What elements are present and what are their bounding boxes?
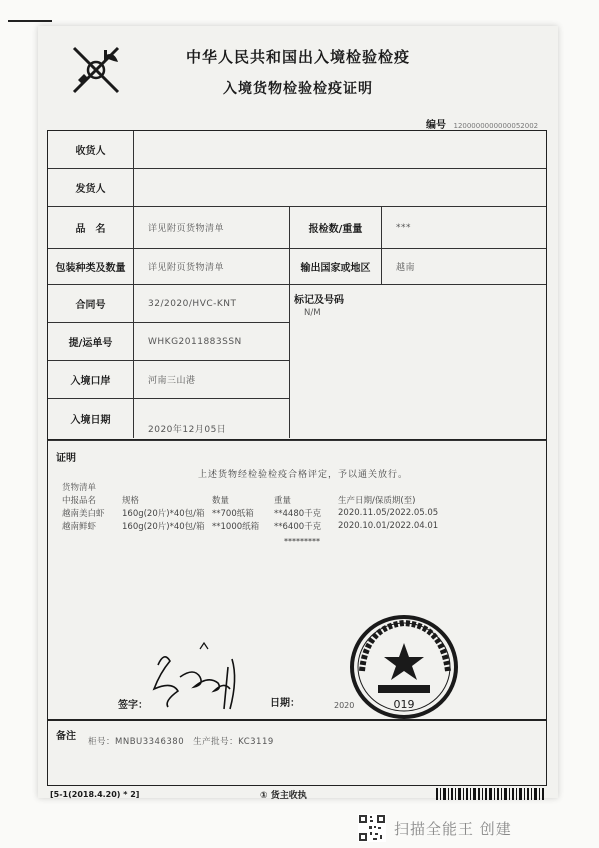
number-label: 编号 — [426, 120, 446, 131]
goods-row — [62, 506, 488, 519]
goods-cell: 160g(20片)*40包/箱 — [122, 521, 205, 532]
marks-value: N/M — [304, 308, 321, 318]
goods-cell: 越南美白虾 — [62, 508, 105, 519]
entry-port-label: 入境口岸 — [48, 361, 134, 399]
goods-cell: 160g(20片)*40包/箱 — [122, 508, 205, 519]
entry-port-value: 河南三山港 — [134, 361, 290, 399]
goods-table — [62, 493, 488, 532]
goods-cell: **4480千克 — [274, 508, 322, 519]
certificate-statement: 上述货物经检验检疫合格评定，予以通关放行。 — [198, 470, 409, 480]
origin-value: 越南 — [382, 249, 546, 285]
certificate-label: 证明 — [56, 453, 76, 464]
svg-text:019: 019 — [393, 698, 415, 711]
origin-label: 输出国家或地区 — [290, 249, 382, 285]
product-value: 详见附页货物清单 — [134, 207, 290, 249]
corner-mark — [8, 20, 52, 22]
goods-col-weight: 重量 — [274, 495, 292, 506]
goods-list-title: 货物清单 — [62, 483, 97, 493]
consignee-value — [134, 131, 546, 169]
official-seal-image — [348, 613, 460, 721]
goods-col-name: 中报品名 — [62, 495, 97, 506]
goods-row — [62, 519, 488, 532]
certificate-section — [47, 440, 547, 720]
date-value: 2020 — [334, 701, 355, 710]
signature-image — [140, 629, 260, 719]
consignor-label: 发货人 — [48, 169, 134, 207]
goods-col-date: 生产日期/保质期(至) — [338, 495, 416, 506]
entry-date-value: 2020年12月05日 — [134, 399, 290, 438]
goods-header-row — [62, 493, 488, 506]
marks-cell — [290, 285, 546, 439]
goods-cell: **700纸箱 — [212, 508, 254, 519]
goods-cell: 越南鲜虾 — [62, 521, 97, 532]
signature-label: 签字： — [118, 700, 148, 711]
product-label: 品 名 — [48, 207, 134, 249]
quantity-label: 报检数/重量 — [290, 207, 382, 249]
date-label: 日期： — [270, 698, 300, 709]
qr-code-icon — [358, 814, 386, 842]
bill-of-lading-label: 提/运单号 — [48, 323, 134, 361]
contract-label: 合同号 — [48, 285, 134, 323]
number-row — [426, 116, 539, 131]
packing-value: 详见附页货物清单 — [134, 249, 290, 285]
barcode-image — [436, 788, 546, 800]
packing-label: 包装种类及数量 — [48, 249, 134, 285]
bill-of-lading-value: WHKG2011883SSN — [134, 323, 290, 361]
marks-label: 标记及号码 — [294, 295, 344, 306]
contract-value: 32/2020/HVC-KNT — [134, 285, 290, 323]
goods-cell: 2020.10.01/2022.04.01 — [338, 520, 439, 531]
copy-label: ① 货主收执 — [260, 791, 307, 801]
number-value: 1200000000000052002 — [453, 122, 539, 130]
entry-date-label: 入境日期 — [48, 399, 134, 438]
customs-emblem-icon — [64, 38, 128, 102]
remarks-value: 柜号：MNBU3346380 生产批号：KC3119 — [88, 737, 274, 747]
remarks-label: 备注 — [56, 731, 76, 742]
goods-cell: **1000纸箱 — [212, 521, 260, 532]
consignor-value — [134, 169, 546, 207]
fields-table — [47, 130, 547, 440]
end-stars: ********* — [284, 537, 320, 546]
goods-cell: 2020.11.05/2022.05.05 — [338, 507, 439, 518]
goods-cell: **6400千克 — [274, 521, 322, 532]
document-title: 入境货物检验检疫证明 — [223, 81, 373, 97]
quantity-value: *** — [382, 207, 546, 249]
consignee-label: 收货人 — [48, 131, 134, 169]
form-code: [5-1(2018.4.20) * 2] — [50, 790, 140, 799]
goods-col-spec: 规格 — [122, 495, 140, 506]
issuer-title: 中华人民共和国出入境检验检疫 — [185, 48, 410, 66]
goods-col-qty: 数量 — [212, 495, 230, 506]
remarks-section — [47, 720, 547, 786]
scanner-watermark: 扫描全能王 创建 — [394, 820, 512, 838]
